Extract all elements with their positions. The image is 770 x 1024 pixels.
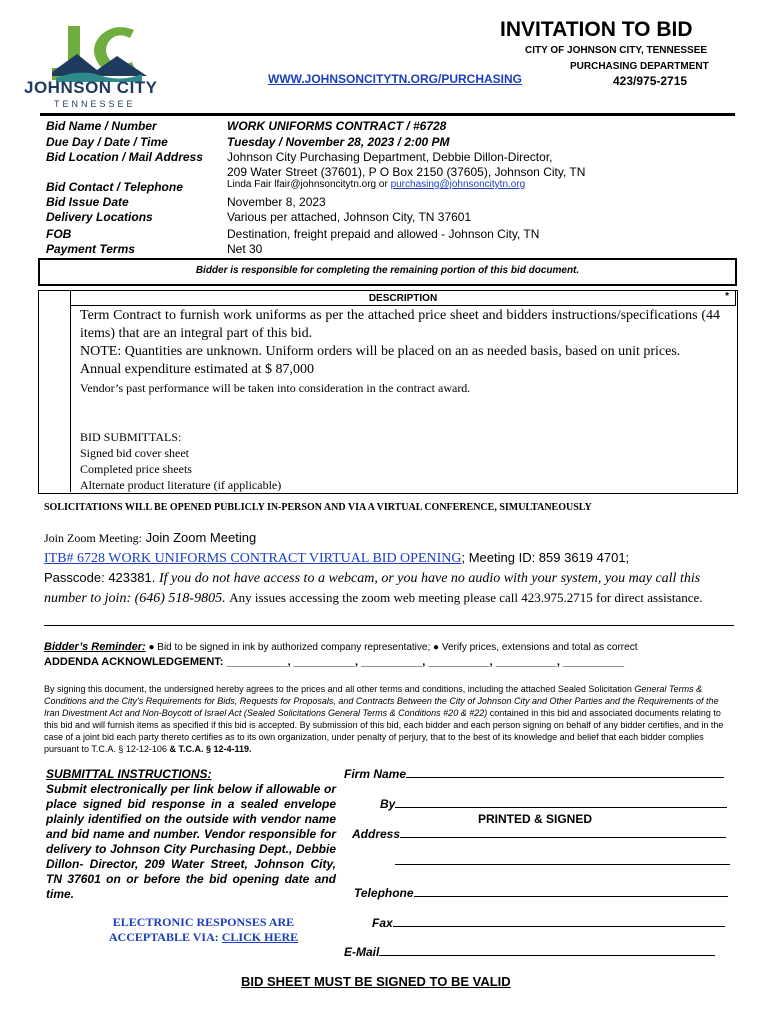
description-star: *	[725, 291, 729, 302]
signature-input[interactable]	[395, 807, 727, 808]
click-here-link[interactable]: CLICK HERE	[221, 930, 299, 944]
electronic-responses	[96, 915, 311, 945]
delivery-value: Various per attached, Johnson City, TN 37601	[227, 210, 472, 224]
location-value-1: Johnson City Purchasing Department, Debbie Dillon-Director,	[227, 150, 553, 164]
reminder-text: ● Bid to be signed in ink by authorized company representative; ● Verify prices, extensions and total as correct	[148, 642, 638, 653]
zoom-divider	[44, 625, 734, 626]
description-header-bar	[70, 290, 736, 306]
department-phone: 423/975-2715	[613, 74, 688, 88]
by-row	[380, 797, 727, 811]
contact-value	[227, 179, 525, 190]
contact-label: Bid Contact / Telephone	[46, 180, 183, 194]
due-date-value: Tuesday / November 28, 2023 / 2:00 PM	[227, 135, 450, 149]
zoom-block	[44, 528, 729, 608]
zoom-title: Join Zoom Meeting	[145, 530, 257, 545]
description-para-4: Vendor’s past performance will be taken into consideration in the contract award.	[80, 381, 471, 395]
electronic-text: ELECTRONIC RESPONSES ARE ACCEPTABLE VIA:	[108, 915, 295, 944]
page-title: INVITATION TO BID	[500, 18, 693, 41]
meeting-id: ; Meeting ID: 859 3619 4701;	[461, 550, 630, 565]
bid-submittals	[80, 429, 281, 493]
address-row	[352, 827, 726, 841]
legal-part-2: contained in this bid and associated documents relating to this bid and will furnish items as specified if this bid is accepted. By submission of this bid, each bidder and each person signing on behalf of any bidder certifies, and in the case of a joint bid each party thereto certifies as to its own organization, under penalty of perjury, that to the best of its knowledge and belief that each bidder complies pursuant to T.C.A. § 12-12-106	[44, 708, 724, 754]
firm-name-label: Firm Name	[344, 767, 407, 781]
zoom-line-2	[44, 548, 729, 568]
due-date-label: Due Day / Date / Time	[46, 135, 168, 149]
description-para-1: Term Contract to furnish work uniforms as per the attached price sheet and bidders instructions/specifications (44 items) that are an integral part of this bid.	[80, 308, 720, 341]
bid-name-value: WORK UNIFORMS CONTRACT / #6728	[227, 119, 447, 133]
fax-input[interactable]	[393, 926, 725, 927]
issue-date-value: November 8, 2023	[227, 195, 326, 209]
zoom-line-1	[44, 528, 729, 548]
issue-date-label: Bid Issue Date	[46, 195, 129, 209]
department-name: PURCHASING DEPARTMENT	[570, 61, 709, 72]
submittal-item: Completed price sheets	[80, 462, 192, 476]
purchasing-email-link[interactable]: purchasing@johnsoncitytn.org	[390, 179, 526, 190]
description-para-3: Annual expenditure estimated at $ 87,000	[80, 362, 315, 377]
email-input[interactable]	[379, 955, 715, 956]
addenda-acknowledgement: ADDENDA ACKNOWLEDGEMENT: __________, __________, __________, __________, __________, __________	[44, 656, 625, 668]
logo-name: JOHNSON CITY	[24, 78, 158, 97]
passcode: Passcode: 423381.	[44, 570, 156, 585]
telephone-input[interactable]	[414, 896, 728, 897]
email-row	[344, 945, 715, 959]
fob-value: Destination, freight prepaid and allowed - Johnson City, TN	[227, 227, 540, 241]
printed-signed-label: PRINTED & SIGNED	[478, 812, 593, 826]
legal-italic: General Terms & Conditions and the City's Requirements for Bids, Requests for Proposals, and Contracts Between the City of Johnson City and Other Parties and the Requirements of the Iran Divestment Act and Non-Boycott of Israel Act (Sealed Solicitations General Terms & Conditions #20 & #22)	[44, 684, 719, 718]
description-header: DESCRIPTION	[368, 293, 438, 304]
contact-text: Linda Fair lfair@johnsoncitytn.org or	[227, 179, 388, 190]
payment-label: Payment Terms	[46, 242, 135, 256]
submittal-title: SUBMITTAL INSTRUCTIONS:	[46, 767, 212, 781]
bidder-reminder	[44, 641, 734, 653]
firm-name-input[interactable]	[406, 777, 724, 778]
description-body	[80, 307, 720, 397]
fax-row	[372, 916, 725, 930]
submittal-body: Submit electronically per link below if allowable or place signed bid response in a sealed envelope plainly identified on the outside with vendor name and bid name and number. Vendor responsible for delivery to Johnson City Purchasing Dept., Debbie Dillon- Director, 209 Water Street, Johnson City, TN 37601 on or before the bid opening date and time.	[46, 782, 336, 901]
logo-state: TENNESSEE	[54, 99, 136, 109]
purchasing-url-link[interactable]: WWW.JOHNSONCITYTN.ORG/PURCHASING	[268, 72, 522, 86]
reminder-label: Bidder’s Reminder:	[44, 641, 146, 653]
footer-note: BID SHEET MUST BE SIGNED TO BE VALID	[241, 974, 511, 989]
description-column-rule	[70, 306, 71, 492]
zoom-meeting-link[interactable]: ITB# 6728 WORK UNIFORMS CONTRACT VIRTUAL BID OPENING	[44, 551, 462, 566]
header-divider	[40, 113, 735, 116]
telephone-row	[354, 886, 728, 900]
location-label: Bid Location / Mail Address	[46, 150, 203, 164]
city-line: CITY OF JOHNSON CITY, TENNESSEE	[525, 45, 708, 56]
responsibility-box	[38, 258, 737, 286]
address-label: Address	[352, 827, 401, 841]
email-label: E-Mail	[344, 945, 380, 959]
fob-label: FOB	[46, 227, 72, 241]
issues-note: Any issues accessing the zoom web meeting please call 423.975.2715 for direct assistance.	[229, 590, 703, 605]
no-webcam-note: If you do not have access to a webcam, or you have no audio with your system, you may call this number to join: (646) 518-9805.	[44, 571, 701, 606]
delivery-label: Delivery Locations	[46, 210, 153, 224]
submittal-item: Alternate product literature (if applicable)	[80, 478, 282, 492]
submittal-instructions	[46, 767, 336, 902]
by-label: By	[380, 797, 396, 811]
zoom-line-3	[44, 568, 729, 608]
telephone-label: Telephone	[354, 886, 414, 900]
fax-label: Fax	[372, 916, 393, 930]
submittals-title: BID SUBMITTALS:	[80, 430, 182, 444]
address-input-2[interactable]	[395, 864, 730, 865]
description-para-2: NOTE: Quantities are unknown. Uniform orders will be placed on an as needed basis, based on unit prices.	[80, 344, 681, 359]
submittal-item: Signed bid cover sheet	[80, 446, 189, 460]
responsibility-note: Bidder is responsible for completing the remaining portion of this bid document.	[195, 265, 580, 276]
location-value-2: 209 Water Street (37601), P O Box 2150 (37605), Johnson City, TN	[227, 165, 586, 179]
payment-value: Net 30	[227, 242, 263, 256]
firm-name-row	[344, 767, 724, 781]
address-input[interactable]	[400, 837, 726, 838]
opening-banner: SOLICITATIONS WILL BE OPENED PUBLICLY IN-PERSON AND VIA A VIRTUAL CONFERENCE, SIMULTANEOUSLY	[44, 502, 592, 513]
legal-text	[44, 683, 727, 755]
bid-name-label: Bid Name / Number	[46, 119, 157, 133]
zoom-prefix: Join Zoom Meeting:	[44, 531, 142, 545]
legal-part-3: & T.C.A. § 12-4-119.	[169, 744, 252, 754]
legal-part-1: By signing this document, the undersigned hereby agrees to the prices and all other terms and conditions, including the attached Sealed Solicitation	[44, 684, 632, 694]
city-logo	[22, 20, 172, 112]
